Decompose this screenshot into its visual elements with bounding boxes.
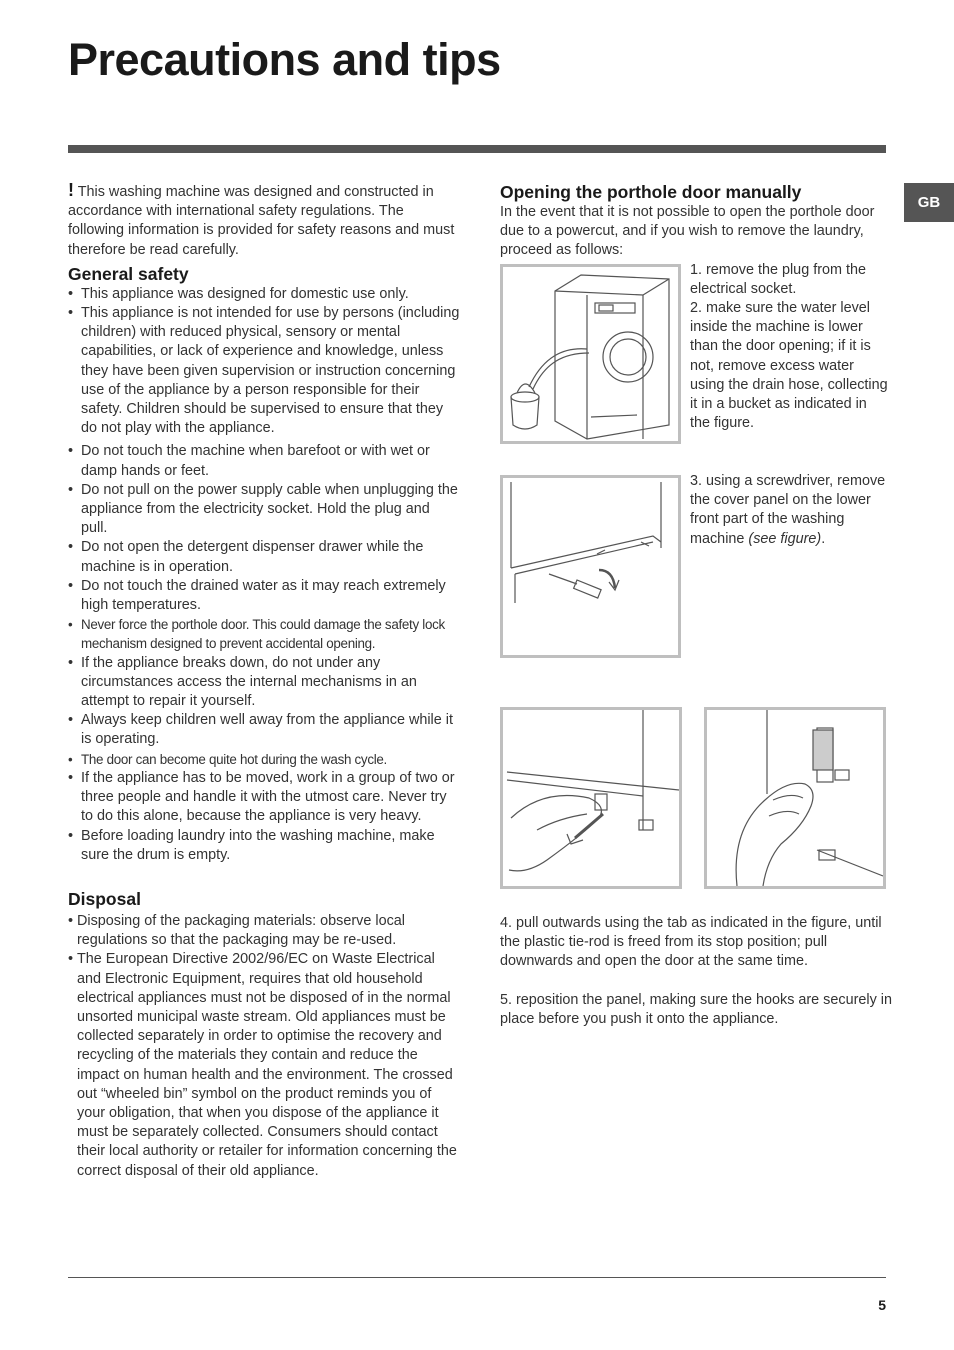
step-3-text — [690, 472, 890, 549]
list-item: • Disposing of the packaging materials: observe local regulations so that the packaging may be re-used. — [68, 912, 460, 950]
title-rule — [68, 145, 886, 153]
disposal-list — [68, 912, 460, 1181]
figure-drain-water — [500, 264, 681, 444]
list-item: • The European Directive 2002/96/EC on Waste Electrical and Electronic Equipment, requires that old household electrical appliances must not be disposed of in the normal unsorted municipal waste stream. Old appliances must be collected separately in order to optimise the recovery and recycling of the materials they contain and reduce the impact on human health and the environment. The crossed out “wheeled bin” symbol on the product reminds you of your obligation, that when you dispose of the appliance it must be separately collected. Consumers should contact their local authority or retailer for information concerning the correct disposal of their old appliance. — [68, 950, 460, 1180]
general-safety-list — [68, 285, 460, 865]
list-item: • This appliance was designed for domestic use only. — [68, 285, 460, 304]
intro-text: This washing machine was designed and constructed in accordance with international safety regulations. The following information is provided for safety reasons and must therefore be read carefully. — [68, 184, 455, 258]
step-2-text: 2. make sure the water level inside the machine is lower than the door opening; if it is not, remove excess water using the drain hose, collecting it in a bucket as indicated in the figure. — [690, 300, 888, 432]
step-5-text: 5. reposition the panel, making sure the hooks are securely in place before you push it onto the appliance. — [500, 991, 892, 1027]
footer-rule — [68, 1277, 886, 1278]
right-column — [500, 181, 892, 261]
step-3-figure-ref: (see figure) — [748, 530, 822, 547]
figure-remove-panel — [500, 475, 681, 658]
porthole-intro: In the event that it is not possible to open the porthole door due to a powercut, and if you wish to remove the laundry, proceed as follows: — [500, 204, 875, 259]
left-column — [68, 181, 460, 1181]
list-item: • Do not open the detergent dispenser drawer while the machine is in operation. — [68, 538, 460, 576]
porthole-heading: Opening the porthole door manually — [500, 182, 802, 202]
list-item: • The door can become quite hot during the wash cycle. — [68, 750, 460, 769]
intro-paragraph — [68, 181, 460, 260]
language-tab: GB — [904, 183, 954, 222]
disposal-heading: Disposal — [68, 888, 141, 909]
warning-mark: ! — [68, 180, 74, 200]
list-item: • Never force the porthole door. This could damage the safety lock mechanism designed to prevent accidental opening. — [68, 615, 460, 653]
list-item: • Do not pull on the power supply cable when unplugging the appliance from the electricity socket. Hold the plug and pull. — [68, 481, 460, 539]
page-title: Precautions and tips — [68, 34, 501, 85]
list-item: • If the appliance has to be moved, work in a group of two or three people and handle it with the utmost care. Never try to do this alone, because the appliance is very heavy. — [68, 769, 460, 827]
figure-grip-tab — [704, 707, 886, 889]
step-4-text: 4. pull outwards using the tab as indicated in the figure, until the plastic tie-rod is freed from its stop position; pull downwards and open the door at the same time. — [500, 915, 882, 970]
step-3-main: 3. using a screwdriver, remove the cover panel on the lower front part of the washing machine — [690, 473, 886, 547]
panel-screwdriver-illustration — [503, 478, 678, 655]
list-item: • Before loading laundry into the washing machine, make sure the drum is empty. — [68, 827, 460, 865]
after-figures-text — [500, 914, 892, 1048]
pull-tab-illustration — [503, 710, 679, 886]
step-1-text: 1. remove the plug from the electrical socket. — [690, 262, 866, 298]
list-item: • This appliance is not intended for use by persons (including children) with reduced physical, sensory or mental capabilities, or lack of experience and knowledge, unless they have been given supervision or instruction concerning use of the appliance by a person responsible for their safety. Children should be supervised to ensure that they do not play with the appliance. — [68, 304, 460, 438]
list-item: • Always keep children well away from the appliance while it is operating. — [68, 711, 460, 749]
figure-pull-tab — [500, 707, 682, 889]
list-item: • Do not touch the drained water as it may reach extremely high temperatures. — [68, 577, 460, 615]
list-item: • If the appliance breaks down, do not under any circumstances access the internal mechanisms in an attempt to repair it yourself. — [68, 654, 460, 712]
page-number: 5 — [878, 1297, 886, 1313]
step-3-end: . — [821, 530, 826, 547]
grip-tab-illustration — [707, 710, 883, 886]
washing-machine-illustration — [503, 267, 678, 441]
general-safety-heading: General safety — [68, 263, 189, 284]
list-item: • Do not touch the machine when barefoot or with wet or damp hands or feet. — [68, 442, 460, 480]
